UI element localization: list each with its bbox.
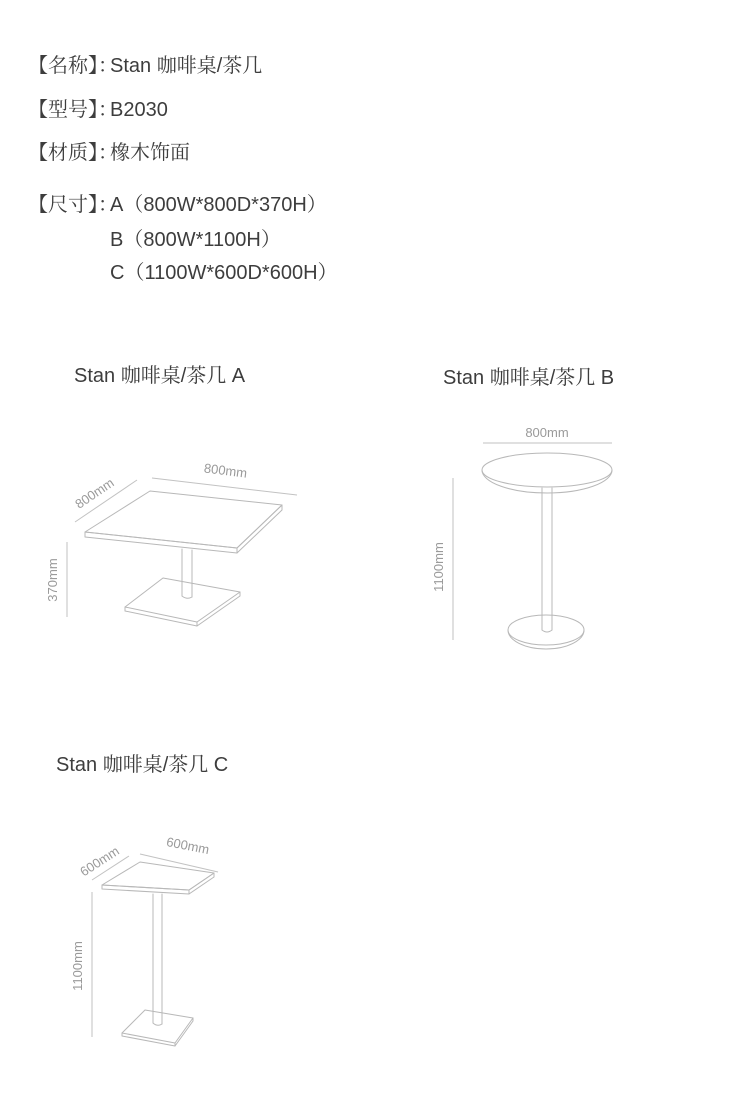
tabletop-right-edge xyxy=(237,505,282,553)
dimension-label-height-a: 370mm xyxy=(45,558,60,602)
figure-c-drawing xyxy=(30,820,310,1103)
dimension-label-depth-c: 600mm xyxy=(77,843,122,880)
tabletop-round-edge xyxy=(482,470,612,493)
tabletop-round-top xyxy=(482,453,612,487)
spec-name-label: 【名称】： xyxy=(28,55,118,77)
spec-material-label: 【材质】： xyxy=(28,142,118,164)
pedestal-column-bottom xyxy=(153,1023,162,1025)
dimension-label-height-b: 1100mm xyxy=(431,542,446,592)
tabletop-right-edge xyxy=(189,873,214,894)
dimension-label-width-a: 800mm xyxy=(203,460,248,481)
spec-model-label: 【型号】： xyxy=(28,99,118,121)
dimension-line-width-a xyxy=(152,478,297,495)
figure-b-title: Stan 咖啡桌/茶几 B xyxy=(443,367,615,389)
spec-size-label: 【尺寸】： xyxy=(28,194,118,216)
spec-material-value: 橡木饰面 xyxy=(110,142,190,164)
tabletop-front-edge xyxy=(102,885,189,894)
spec-size-a: A（800W*800D*370H） xyxy=(110,194,327,216)
figure-a-drawing xyxy=(30,440,330,675)
base-round-edge xyxy=(508,630,584,649)
dimension-label-depth-a: 800mm xyxy=(72,474,117,512)
dimension-label-width-c: 600mm xyxy=(165,834,211,858)
pedestal-column-bottom xyxy=(182,596,192,598)
base-round-top xyxy=(508,615,584,645)
spec-model-value: B2030 xyxy=(110,99,168,121)
dimension-label-height-c: 1100mm xyxy=(70,941,85,991)
pedestal-column-bottom xyxy=(542,630,552,632)
figure-a-title: Stan 咖啡桌/茶几 A xyxy=(74,365,246,387)
dimension-label-width-b: 800mm xyxy=(525,425,569,440)
figure-c-title: Stan 咖啡桌/茶几 C xyxy=(56,754,229,776)
figure-b-drawing xyxy=(420,408,650,670)
tabletop-top-face xyxy=(85,491,282,548)
spec-name-value: Stan 咖啡桌/茶几 xyxy=(110,55,263,77)
spec-size-c: C（1100W*600D*600H） xyxy=(110,262,338,284)
tabletop-front-edge xyxy=(85,532,237,553)
spec-size-b: B（800W*1100H） xyxy=(110,229,281,251)
base-plate-front-edge xyxy=(125,607,197,626)
